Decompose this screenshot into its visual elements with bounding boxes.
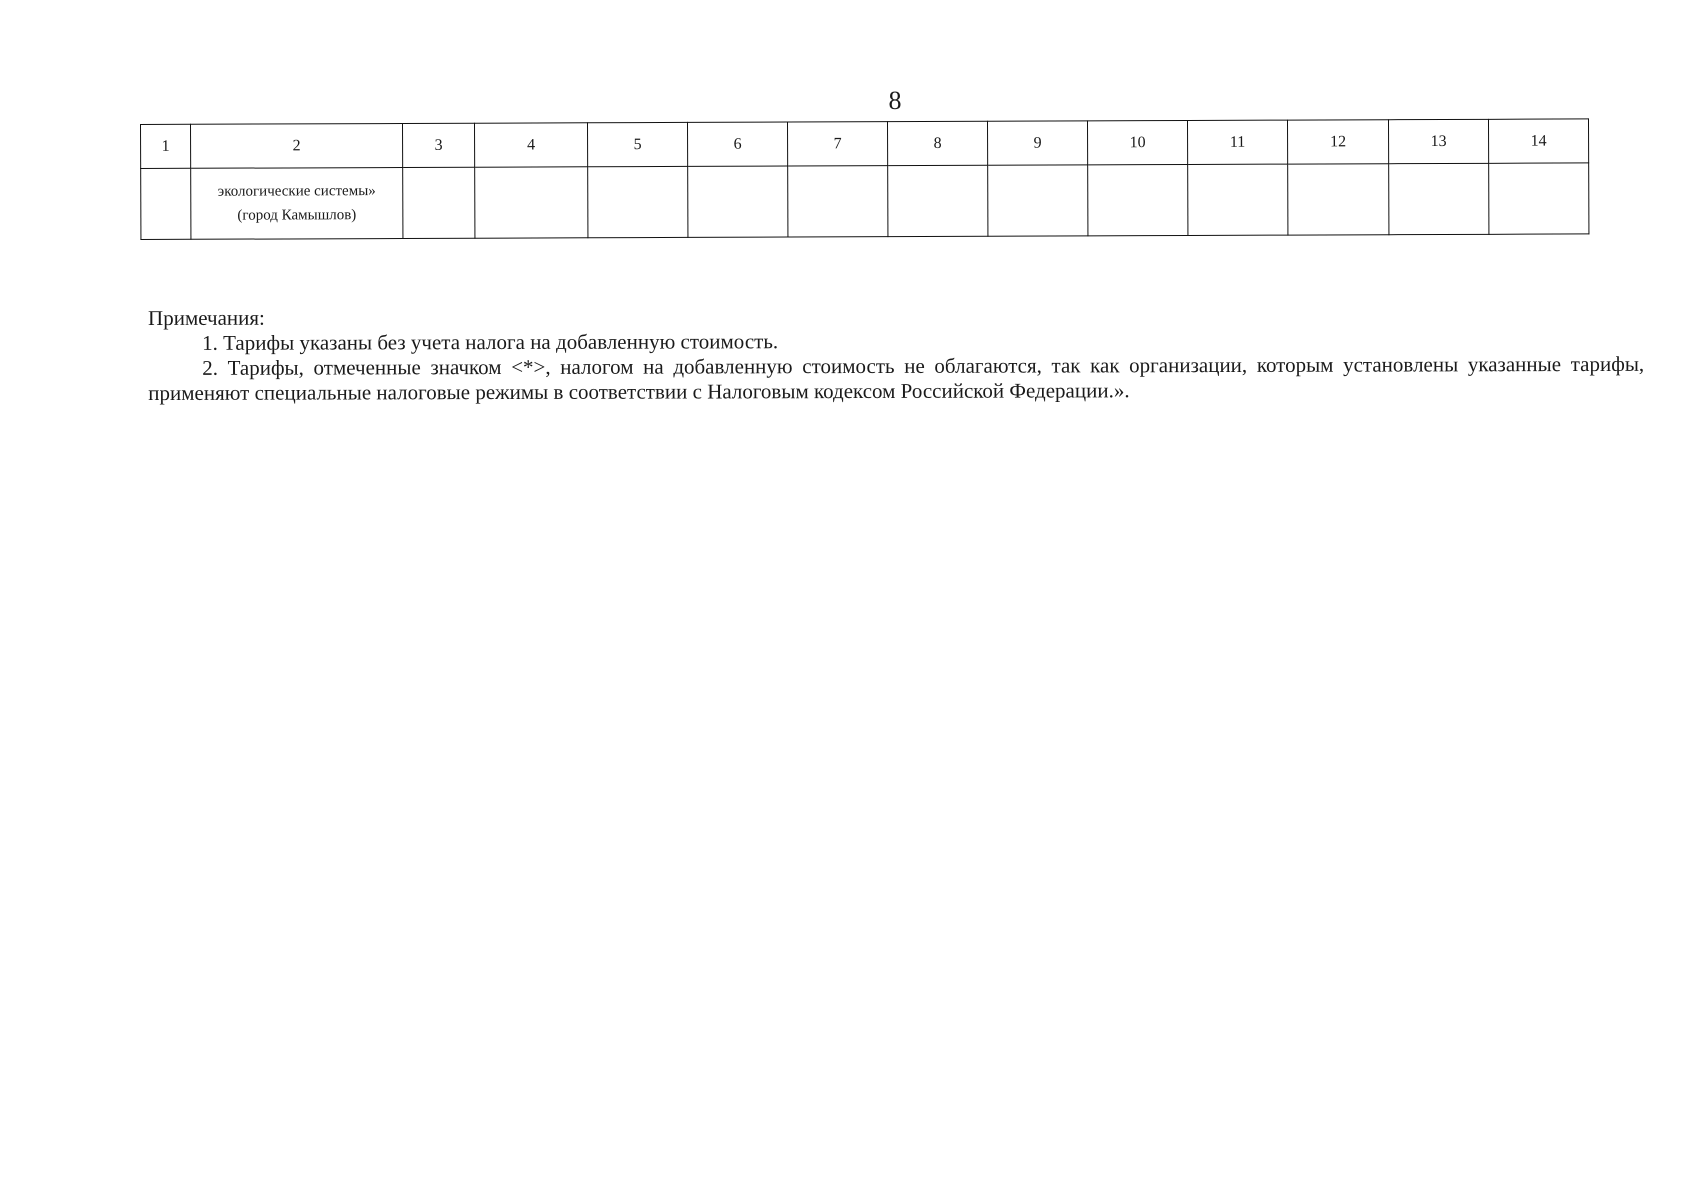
table-cell-14 — [1489, 163, 1589, 234]
organization-name-cell — [191, 167, 403, 239]
column-number-13: 13 — [1388, 119, 1488, 163]
column-number-2: 2 — [191, 123, 403, 168]
organization-name-line-1: экологические системы» — [217, 183, 376, 200]
column-number-3: 3 — [403, 123, 475, 167]
column-number-row — [141, 119, 1589, 169]
table-cell-11 — [1188, 164, 1288, 235]
column-number-10: 10 — [1087, 120, 1187, 164]
table-cell-7 — [788, 166, 888, 237]
note-item-1: 1. Тарифы указаны без учета налога на добавленную стоимость. — [202, 329, 779, 355]
table-cell-9 — [988, 165, 1088, 236]
column-number-9: 9 — [987, 121, 1087, 165]
table-cell-4 — [475, 167, 588, 238]
column-number-12: 12 — [1287, 120, 1388, 164]
tariff-table — [140, 118, 1589, 240]
note-item-2: 2. Тарифы, отмеченные значком <*>, налогом на добавленную стоимость не облагаются, так как организации, которым установлены указанные тарифы, применяют специальные налоговые режимы в соответствии с Налоговым кодексом Российской Федерации.». — [148, 351, 1645, 405]
table-cell-5 — [588, 166, 688, 237]
table-cell-12 — [1288, 164, 1389, 235]
table-cell-13 — [1389, 163, 1489, 234]
table-cell-1 — [141, 168, 191, 239]
table-cell-8 — [888, 165, 988, 236]
tariff-table-fragment — [140, 118, 1588, 240]
table-cell-3 — [403, 167, 475, 238]
notes-title: Примечания: — [148, 305, 265, 330]
page-number: 8 — [888, 86, 902, 115]
column-number-14: 14 — [1488, 119, 1588, 163]
organization-location: (город Камышлов) — [237, 207, 357, 224]
column-number-1: 1 — [141, 124, 191, 168]
table-row — [141, 163, 1589, 240]
column-number-4: 4 — [474, 123, 587, 167]
column-number-8: 8 — [887, 121, 987, 165]
column-number-7: 7 — [787, 122, 887, 166]
column-number-11: 11 — [1187, 120, 1287, 164]
table-cell-6 — [688, 166, 788, 237]
notes-section — [148, 302, 1644, 406]
column-number-5: 5 — [587, 122, 687, 166]
table-cell-10 — [1088, 164, 1188, 235]
column-number-6: 6 — [687, 122, 787, 166]
